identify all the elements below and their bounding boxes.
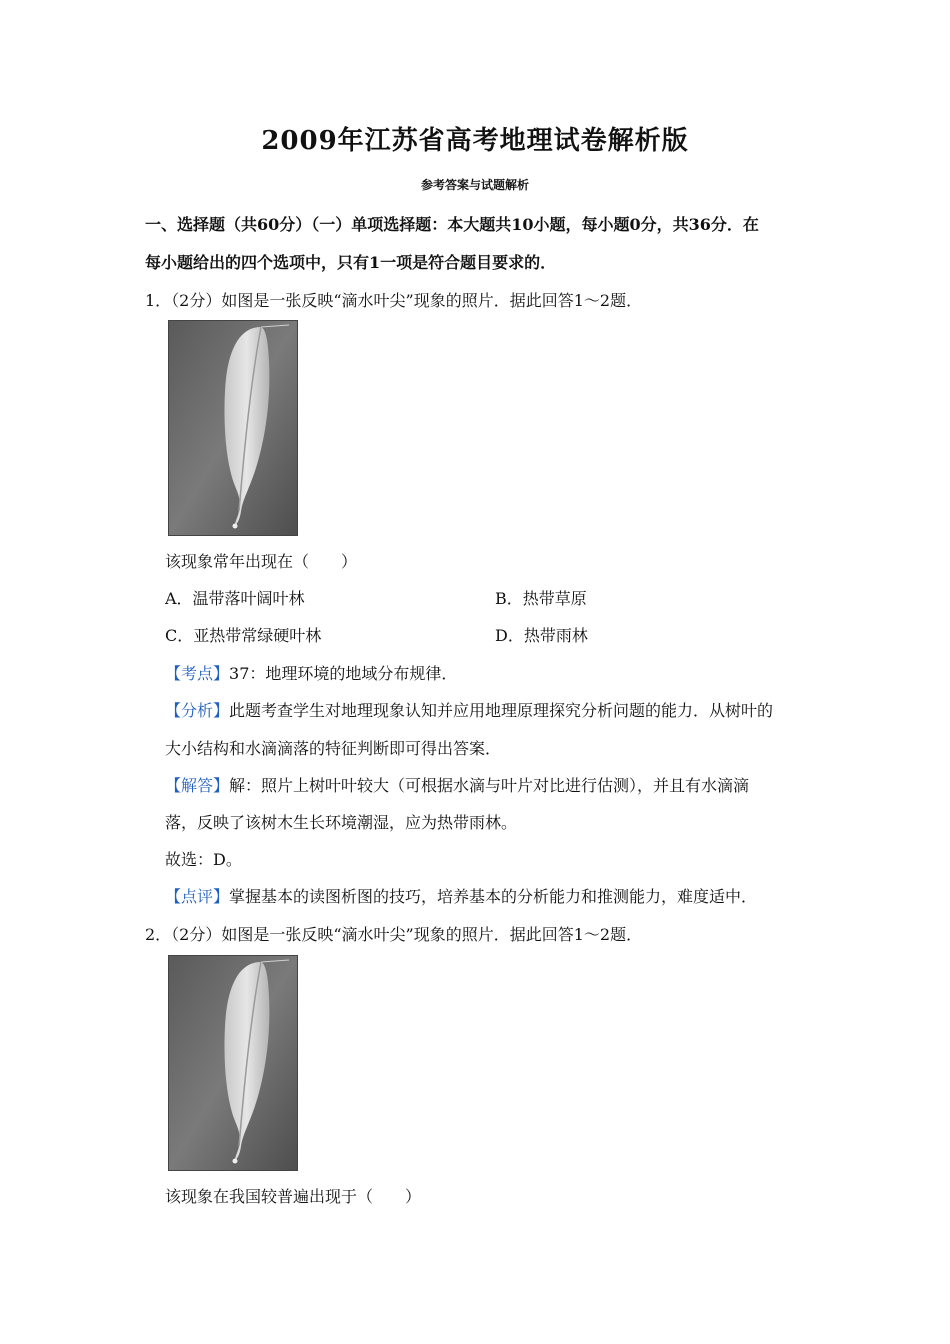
leaf-image	[169, 956, 297, 1170]
leaf-image	[169, 321, 297, 535]
q1-option-b: B．热带草原	[495, 589, 587, 608]
dianping-text: 掌握基本的读图析图的技巧，培养基本的分析能力和推测能力，难度适中．	[229, 887, 758, 906]
q1-fenxi-line2: 大小结构和水滴滴落的特征判断即可得出答案．	[165, 739, 502, 758]
q1-stem: 1．（2分）如图是一张反映“滴水叶尖”现象的照片．据此回答1～2题．	[145, 291, 643, 310]
q2-leaf-photo	[168, 955, 298, 1171]
kaodian-text: 37：地理环境的地域分布规律．	[229, 664, 458, 683]
q1-question: 该现象常年出现在（ ）	[165, 552, 358, 571]
q1-dianping	[165, 884, 757, 907]
fenxi-tag: 【分析】	[165, 701, 230, 720]
jieda-tag: 【解答】	[165, 776, 230, 795]
fenxi-text1: 此题考查学生对地理现象认知并应用地理原理探究分析问题的能力．从树叶的	[229, 701, 774, 720]
section-header-line2: 每小题给出的四个选项中，只有1一项是符合题目要求的．	[145, 253, 557, 272]
jieda-text1: 解：照片上树叶叶较大（可根据水滴与叶片对比进行估测），并且有水滴滴	[229, 776, 750, 795]
q2-stem: 2．（2分）如图是一张反映“滴水叶尖”现象的照片．据此回答1～2题．	[145, 925, 643, 944]
q1-option-a: A．温带落叶阔叶林	[165, 589, 305, 608]
q1-leaf-photo	[168, 320, 298, 536]
page-subtitle: 参考答案与试题解析	[420, 178, 529, 192]
q1-option-c: C．亚热带常绿硬叶林	[165, 626, 322, 645]
q1-jieda-line2: 落，反映了该树木生长环境潮湿，应为热带雨林。	[165, 813, 518, 832]
section-header-line1: 一、选择题（共60分）（一）单项选择题：本大题共10小题，每小题0分，共36分．在	[145, 215, 759, 234]
q1-jieda-line1	[165, 773, 749, 796]
q1-answer: 故选：D。	[165, 850, 242, 869]
q1-fenxi-line1	[165, 698, 773, 721]
kaodian-tag: 【考点】	[165, 664, 230, 683]
q2-question: 该现象在我国较普遍出现于（ ）	[165, 1187, 422, 1206]
q1-option-d: D．热带雨林	[495, 626, 588, 645]
q1-kaodian	[165, 661, 457, 684]
page-title: 2009年江苏省高考地理试卷解析版	[261, 126, 689, 156]
dianping-tag: 【点评】	[165, 887, 230, 906]
